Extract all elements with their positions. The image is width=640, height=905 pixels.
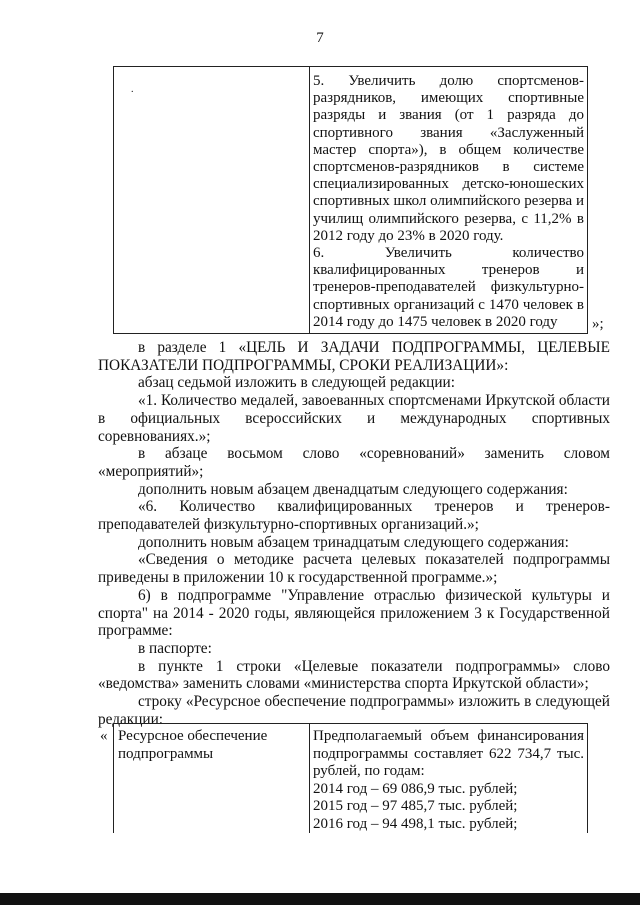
indicator-item-5: 5. Увеличить долю спортсменов-разрядников, имеющих спортивные разряды и звания (от 1 разряда до спортивного звания «Заслуженный мастер спорта»), в общем количестве спортсменов-разрядников в системе специализированных детско-юношеских спортивных школ олимпийского резерва и училищ олимпийского резерва, с 11,2% в 2012 году до 23% в 2020 году. bbox=[313, 73, 584, 244]
page-number: 7 bbox=[316, 30, 324, 46]
table-column-divider bbox=[309, 724, 310, 833]
paragraph: «6. Количество квалифицированных тренеров и тренеров-преподавателей физкультурно-спортивных организаций.»; bbox=[98, 498, 610, 534]
indicators-table bbox=[113, 66, 588, 334]
resource-line: Предполагаемый объем финансирования подпрограммы составляет 622 734,7 тыс. рублей, по годам: bbox=[313, 728, 584, 779]
paragraph: строку «Ресурсное обеспечение подпрограммы» изложить в следующей редакции: bbox=[98, 693, 610, 728]
table-closing-quote: »; bbox=[592, 316, 604, 332]
indicators-cell bbox=[313, 73, 584, 331]
table-column-divider bbox=[309, 67, 310, 333]
paragraph: «1. Количество медалей, завоеванных спортсменами Иркутской области в официальных всероссийских и международных спортивных соревнованиях.»; bbox=[98, 392, 610, 445]
paragraph: в пункте 1 строки «Целевые показатели подпрограммы» слово «ведомства» заменить словами «министерства спорта Иркутской области»; bbox=[98, 657, 610, 693]
indicator-item-6: 6. Увеличить количество квалифицированных тренеров и тренеров-преподавателей физкультурно-спортивных организаций с 1470 человек в 2014 году до 1475 человек в 2020 году bbox=[313, 245, 584, 330]
paragraph: в паспорте: bbox=[138, 639, 212, 657]
left-cell-mark: . bbox=[131, 84, 134, 95]
paragraph: в разделе 1 «ЦЕЛЬ И ЗАДАЧИ ПОДПРОГРАММЫ, ЦЕЛЕВЫЕ ПОКАЗАТЕЛИ ПОДПРОГРАММЫ, СРОКИ РЕАЛИЗАЦИИ»: bbox=[98, 339, 610, 374]
table-opening-quote: « bbox=[100, 728, 108, 744]
resource-line: 2014 год – 69 086,9 тыс. рублей; bbox=[313, 780, 518, 797]
paragraph: 6) в подпрограмме "Управление отраслью физической культуры и спорта" на 2014 - 2020 годы, являющейся приложением 3 к Государственной программе: bbox=[98, 586, 610, 640]
paragraph: абзац седьмой изложить в следующей редакции: bbox=[138, 374, 455, 392]
resource-label-cell: Ресурсное обеспечение подпрограммы bbox=[118, 728, 268, 762]
paragraph: дополнить новым абзацем тринадцатым следующего содержания: bbox=[138, 533, 569, 551]
resource-line: 2016 год – 94 498,1 тыс. рублей; bbox=[313, 815, 518, 832]
paragraph: «Сведения о методике расчета целевых показателей подпрограммы приведены в приложении 10 к государственной программе.»; bbox=[98, 551, 610, 587]
paragraph: в абзаце восьмом слово «соревнований» заменить словом «мероприятий»; bbox=[98, 445, 610, 480]
resource-line: 2015 год – 97 485,7 тыс. рублей; bbox=[313, 798, 518, 814]
paragraph: дополнить новым абзацем двенадцатым следующего содержания: bbox=[138, 480, 568, 498]
resource-value-cell bbox=[313, 728, 584, 833]
scan-bottom-edge bbox=[0, 893, 640, 905]
document-body bbox=[98, 339, 610, 728]
resource-table bbox=[113, 723, 588, 833]
